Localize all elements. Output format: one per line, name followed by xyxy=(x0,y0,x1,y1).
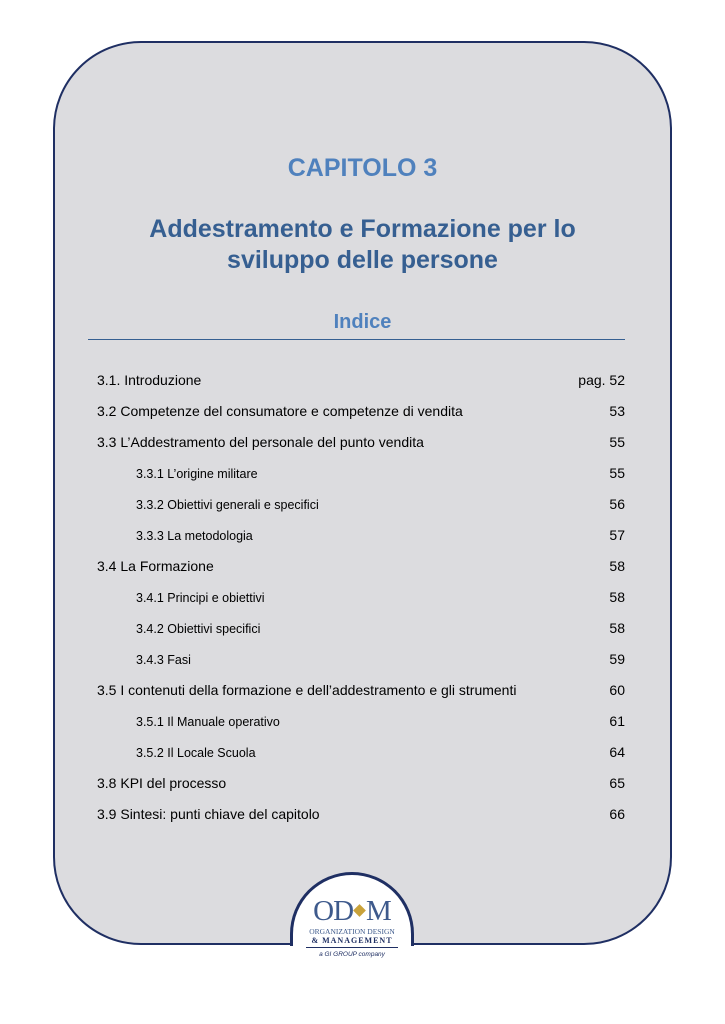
toc-entry-label: 3.3.1 L’origine militare xyxy=(136,467,258,481)
index-divider xyxy=(88,339,625,340)
toc-entry-page: 65 xyxy=(609,775,625,791)
toc-entry-label: 3.5.2 Il Locale Scuola xyxy=(136,746,256,760)
toc-entry[interactable] xyxy=(97,556,625,587)
logo-text-left: OD xyxy=(313,895,354,927)
toc-entry[interactable] xyxy=(97,401,625,432)
logo-tagline: a GI GROUP company xyxy=(319,951,385,958)
toc-entry[interactable] xyxy=(97,680,625,711)
toc-entry[interactable] xyxy=(97,463,625,494)
company-logo xyxy=(290,896,414,926)
toc-entry-page: 66 xyxy=(609,806,625,822)
toc-entry-page: 58 xyxy=(609,589,625,605)
toc-entry[interactable] xyxy=(97,711,625,742)
toc-entry-page: 60 xyxy=(609,682,625,698)
toc-entry[interactable] xyxy=(97,525,625,556)
chapter-number: CAPITOLO 3 xyxy=(287,154,438,182)
logo-line-1: ORGANIZATION DESIGN xyxy=(309,927,395,936)
toc-entry-label: 3.8 KPI del processo xyxy=(97,775,227,791)
toc-entry[interactable] xyxy=(97,742,625,773)
toc-entry-page: 58 xyxy=(609,620,625,636)
toc-entry-label: 3.9 Sintesi: punti chiave del capitolo xyxy=(97,806,320,822)
toc-entry-page: 64 xyxy=(609,744,625,760)
table-of-contents xyxy=(97,370,625,835)
toc-entry-page: 61 xyxy=(609,713,625,729)
toc-entry-page: 57 xyxy=(609,527,625,543)
toc-entry-label: 3.4 La Formazione xyxy=(97,558,214,574)
toc-entry[interactable] xyxy=(97,804,625,835)
index-heading: Indice xyxy=(333,311,392,333)
toc-entry-page: 55 xyxy=(609,434,625,450)
toc-entry-label: 3.4.1 Principi e obiettivi xyxy=(136,591,265,605)
toc-entry-label: 3.1. Introduzione xyxy=(97,372,202,388)
chapter-title-line-2: sviluppo delle persone xyxy=(227,246,498,274)
toc-entry[interactable] xyxy=(97,649,625,680)
chapter-title xyxy=(0,214,725,276)
logo-text-right: M xyxy=(366,895,391,927)
toc-entry-label: 3.4.2 Obiettivi specifici xyxy=(136,622,261,636)
toc-entry-label: 3.5 I contenuti della formazione e dell’addestramento e gli strumenti xyxy=(97,682,517,698)
toc-entry[interactable] xyxy=(97,773,625,804)
toc-entry-page: 56 xyxy=(609,496,625,512)
toc-entry-page: 53 xyxy=(609,403,625,419)
toc-entry[interactable] xyxy=(97,494,625,525)
toc-entry-label: 3.2 Competenze del consumatore e competenze di vendita xyxy=(97,403,463,419)
chapter-title-line-1: Addestramento e Formazione per lo xyxy=(149,215,576,243)
toc-entry-label: 3.3.3 La metodologia xyxy=(136,529,253,543)
toc-entry[interactable] xyxy=(97,432,625,463)
toc-entry-label: 3.3.2 Obiettivi generali e specifici xyxy=(136,498,319,512)
toc-entry-page: 59 xyxy=(609,651,625,667)
toc-entry-page: pag. 52 xyxy=(578,372,625,388)
toc-entry-label: 3.3 L’Addestramento del personale del punto vendita xyxy=(97,434,424,450)
toc-entry[interactable] xyxy=(97,370,625,401)
toc-entry[interactable] xyxy=(97,618,625,649)
logo-line-2: & MANAGEMENT xyxy=(311,936,393,945)
toc-entry[interactable] xyxy=(97,587,625,618)
toc-entry-page: 55 xyxy=(609,465,625,481)
toc-entry-page: 58 xyxy=(609,558,625,574)
diamond-icon xyxy=(353,904,366,917)
toc-entry-label: 3.4.3 Fasi xyxy=(136,653,191,667)
logo-divider xyxy=(306,947,398,948)
toc-entry-label: 3.5.1 Il Manuale operativo xyxy=(136,715,280,729)
